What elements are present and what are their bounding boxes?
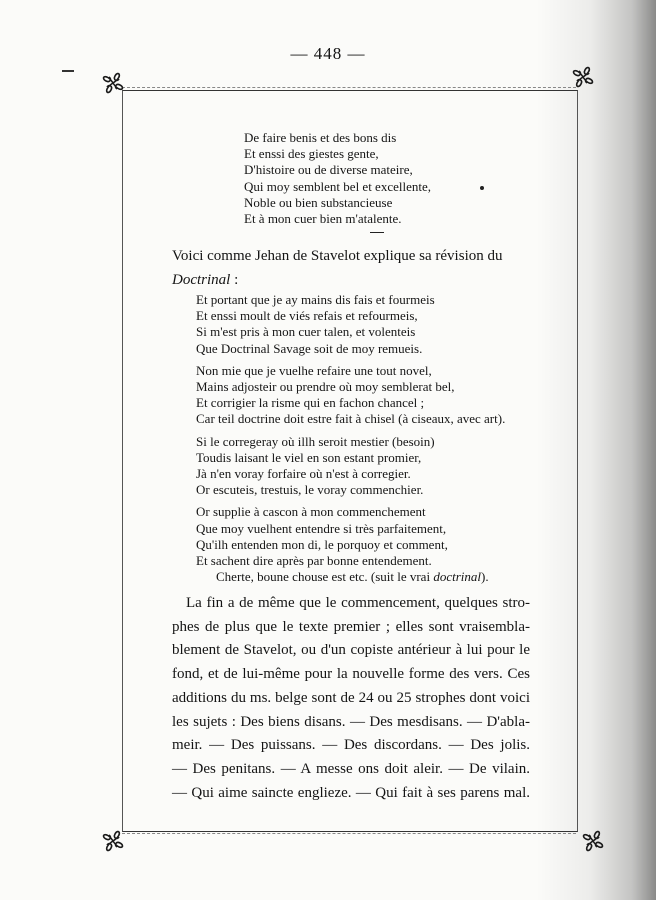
work-title: Doctrinal xyxy=(172,272,231,288)
closing-text: Cherte, boune chouse est etc. (suit le vrai xyxy=(216,569,434,584)
prose-paragraph xyxy=(172,592,530,805)
main-verse xyxy=(196,292,505,569)
verse-line: Si m'est pris à mon cuer talen, et volenteis xyxy=(196,324,416,340)
prose-line: — Qui aime saincte englieze. — Qui fait à ses parens mal. xyxy=(172,784,530,801)
stanza xyxy=(196,434,505,499)
frame-bottom-rule xyxy=(122,833,576,834)
prose-line: fond, et de lui-même pour la nouvelle forme des vers. Ces xyxy=(172,666,530,683)
verse-line: Si le corregeray où illh seroit mestier (besoin) xyxy=(196,433,435,449)
verse-line: Toudis laisant le viel en son estant promier, xyxy=(196,449,422,465)
closing-emph: doctrinal xyxy=(433,569,481,584)
opening-verse xyxy=(244,130,431,227)
verse-line: Que Doctrinal Savage soit de moy remueis. xyxy=(196,340,423,356)
section-separator xyxy=(370,232,384,233)
stanza xyxy=(196,292,505,357)
verse-line: Et à mon cuer bien m'atalente. xyxy=(244,211,402,227)
verse-line: Non mie que je vuelhe refaire une tout novel, xyxy=(196,362,432,378)
stanza xyxy=(196,504,505,569)
verse-line: Et enssi des giestes gente, xyxy=(244,146,379,162)
intro-paragraph xyxy=(172,244,532,292)
verse-line: Que moy vuelhent entendre si très parfaitement, xyxy=(196,520,447,536)
prose-line: La fin a de même que le commencement, quelques stro- xyxy=(186,595,530,611)
prose-line: — Des penitans. — A messe ons doit aleir. — De vilain. xyxy=(172,760,530,777)
prose-line: phes de plus que le texte premier ; elles sont vraisembla- xyxy=(172,618,530,635)
prose-line: additions du ms. belge sont de 24 ou 25 strophes dont voici xyxy=(172,689,530,706)
verse-line: Or supplie à cascon à mon commenchement xyxy=(196,504,426,520)
verse-line: Et portant que je ay mains dis fais et fourmeis xyxy=(196,292,435,307)
scroll-flourish-icon xyxy=(98,68,128,98)
verse-line: Noble ou bien substancieuse xyxy=(244,194,393,210)
scroll-flourish-icon xyxy=(568,62,598,92)
verse-line: Qu'ilh entenden mon di, le porquoy et comment, xyxy=(196,536,448,552)
ink-speck xyxy=(480,186,484,190)
verse-line: Et enssi moult de viés refais et refourmeis, xyxy=(196,308,418,324)
intro-suffix: : xyxy=(230,272,239,288)
verse-line: Qui moy semblent bel et excellente, xyxy=(244,178,431,194)
frame-top-rule xyxy=(122,87,576,88)
closing-line xyxy=(216,569,489,585)
page-number: — 448 — xyxy=(290,44,366,63)
prose-line: les sujets : Des biens disans. — Des mesdisans. — D'abla- xyxy=(172,713,530,730)
verse-line: Car teil doctrine doit estre fait à chisel (à ciseaux, avec art). xyxy=(196,411,506,427)
prose-line: meir. — Des puissans. — Des discordans. — Des jolis. xyxy=(172,737,530,754)
verse-line: Jà n'en voray forfaire où n'est à corregier. xyxy=(196,466,411,482)
prose-line: blement de Stavelot, ou d'un copiste antérieur à lui pour le xyxy=(172,642,530,659)
verse-line: D'histoire ou de diverse mateire, xyxy=(244,162,413,178)
scroll-flourish-icon xyxy=(578,826,608,856)
verse-line: Mains adjosteir ou prendre où moy semblerat bel, xyxy=(196,379,455,395)
verse-line: Or escuteis, trestuis, le voray commenchier. xyxy=(196,482,424,498)
ink-mark xyxy=(62,70,74,72)
closing-end: ). xyxy=(481,569,489,584)
verse-line: Et corrigier la risme qui en fachon chancel ; xyxy=(196,395,425,411)
stanza xyxy=(196,363,505,428)
scroll-flourish-icon xyxy=(98,826,128,856)
verse-line: Et sachent dire après par bonne entendement. xyxy=(196,553,432,569)
verse-line: De faire benis et des bons dis xyxy=(244,130,397,145)
intro-text: Voici comme Jehan de Stavelot explique sa révision du xyxy=(172,248,503,264)
